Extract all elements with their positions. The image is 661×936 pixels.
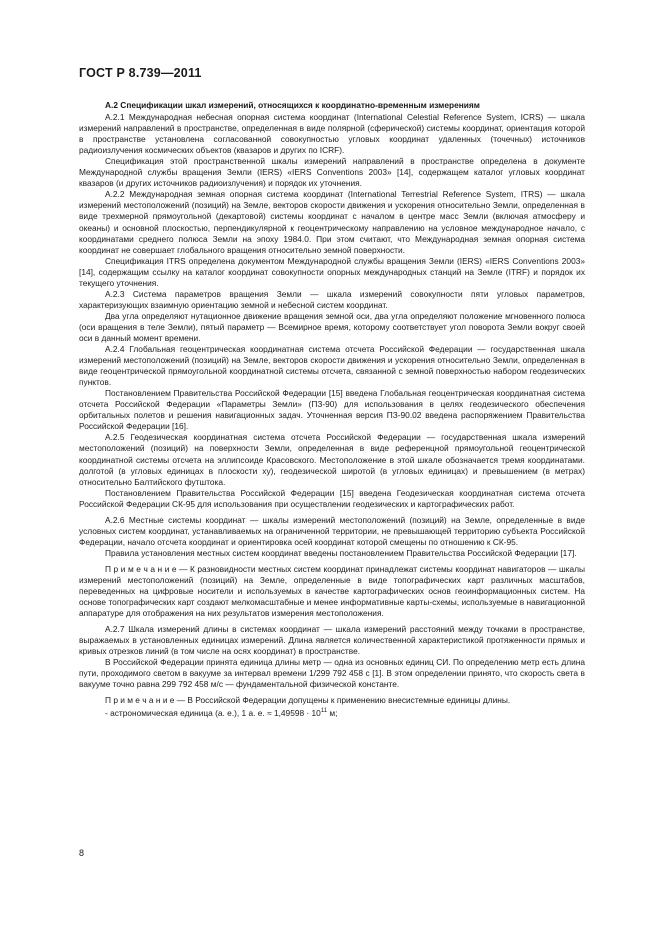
paragraph-a25: А.2.5 Геодезическая координатная система отсчета Российской Федерации — государственная шкала измерений местоположений (позиций) на поверхности Земли, определенная в виде референцной прямоугольной геоцентрической координатной системы отсчета на эллипсоиде Красовского. Местоположение в этой шкале обозначается тремя координатами. долготой (в угловых единицах в плоскости xy), геодезической широтой (в угловых единицах) и превышением (в метрах) относительно Балтийского футштока. bbox=[79, 432, 585, 487]
paragraph-a27: А.2.7 Шкала измерений длины в системах координат — шкала измерений расстояний между точками в пространстве, выражаемых в установленных единицах измерений. Длина является количественной характеристикой протяженности прямых и кривых отрезков линий (в том числе на осях координат) в пространстве. bbox=[79, 624, 585, 657]
page-number: 8 bbox=[79, 848, 85, 858]
paragraph-icrs-spec: Спецификация этой пространственной шкалы измерений направлений в пространстве определена в документе Международной службы вращения Земли (IERS) «IERS Conventions 2003» [14], содержащем каталог угловых координат квазаров (и других источников радиоизлучения) и порядок их уточнения. bbox=[79, 156, 585, 189]
document-header: ГОСТ Р 8.739—2011 bbox=[79, 66, 202, 80]
paragraph-sk95: Постановлением Правительства Российской Федерации [15] введена Геодезическая координатная система отсчета Российской Федерации СК-95 для использования при осуществлении геодезических и картографических работ. bbox=[79, 487, 585, 509]
paragraph-metre: В Российской Федерации принята единица длины метр — одна из основных единиц СИ. По определению метр есть длина пути, проходимого светом в вакууме за интервал времени 1/299 792 458 с [1]. В этом определении принято, что скорость света в вакууме точно равна 299 792 458 м/с — фундаментальной физической константе. bbox=[79, 657, 585, 690]
paragraph-a22: А.2.2 Международная земная опорная система координат (International Terrestrial Reference System, ITRS) — шкала измерений местоположений (позиций) на Земле, векторов скорости движения и ускорения относительно Земли, определенная в виде трехмерной прямоугольной (декартовой) системы координат с началом в центре масс Земли (включая атмосферу и океаны) и основной плоскостью, перпендикулярной к геоцентрическому направлению на условное международное начало, с координатами среднего полюса Земли на эпоху 1984.0. При этом считают, что Международная земная опорная система координат не совершает глобального вращения относительно земной поверхности. bbox=[79, 189, 585, 255]
paragraph-a21: А.2.1 Международная небесная опорная система координат (International Celestial Reference System, ICRS) — шкала измерений направлений в пространстве, определенная в виде полярной (сферической) системы координат, ориентация которой в пространстве установлена согласованной совокупностью угловых координат удаленных (точечных) источников радиоизлучения космических объектов (квазаров и других по ICRF). bbox=[79, 112, 585, 156]
section-title: А.2 Спецификации шкал измерений, относящихся к координатно-временным измерениям bbox=[105, 100, 480, 110]
paragraph-rotation-angles: Два угла определяют нутационное движение вращения земной оси, два угла определяют положение мгновенного полюса (оси вращения в теле Земли), пятый параметр — Всемирное время, которому соответствует угол поворота Земли вокруг своей оси в данный момент времени. bbox=[79, 310, 585, 343]
note-length-units: П р и м е ч а н и е — В Российской Федерации допущены к применению внесистемные единицы длины. bbox=[105, 695, 511, 706]
paragraph-pz90: Постановлением Правительства Российской Федерации [15] введена Глобальная геоцентрическая координатная система отсчета Российской Федерации «Параметры Земли» (ПЗ-90) для использования в целях геодезического обеспечения орбитальных полетов и решения навигационных задач. Уточненная версия ПЗ-90.02 введена распоряжением Правительства Российской Федерации [16]. bbox=[79, 388, 585, 432]
document-body bbox=[79, 100, 585, 719]
paragraph-itrs-spec: Спецификация ITRS определена документом Международной службы вращения Земли (IERS) «IERS Conventions 2003» [14], содержащим ссылку на каталог координат совокупности опорных международных станций на Земле (ITRF) и порядок их текущего уточнения. bbox=[79, 255, 585, 288]
note-navigators: П р и м е ч а н и е — К разновидности местных систем координат принадлежат системы координат навигаторов — шкалы измерений местоположений (позиций) на Земле, определенные в виде топографических карт различных масштабов, переведенных на цифровые носители и используемых в качестве картографических основ геоинформационных систем. На основе топографических карт создают мелкомасштабные и менее информативные карты-схемы, используемые в навигационной аппаратуре для отображения на них результатов измерения местоположения. bbox=[79, 563, 585, 619]
paragraph-local-rules: Правила установления местных систем координат введены постановлением Правительства Российской Федерации [17]. bbox=[105, 547, 577, 558]
list-item-au-unit: м; bbox=[327, 708, 338, 719]
list-item-au bbox=[79, 706, 585, 719]
paragraph-a23: А.2.3 Система параметров вращения Земли — шкала измерений совокупности пяти угловых параметров, характеризующих взаимную ориентацию земной и небесной систем координат. bbox=[79, 288, 585, 310]
paragraph-a24: А.2.4 Глобальная геоцентрическая координатная система отсчета Российской Федерации — государственная шкала измерений местоположений (позиций) на Земле, векторов скорости движения и ускорения относительно Земли, определенная в виде геоцентрической прямоугольной координатной системы отсчета, связанной с земной поверхностью набором геодезических пунктов. bbox=[79, 344, 585, 388]
list-item-au-exponent: 11 bbox=[320, 708, 328, 715]
paragraph-a26: А.2.6 Местные системы координат — шкалы измерений местоположений (позиций) на Земле, определенные в виде условных систем координат, устанавливаемых на ограниченной территории, не превышающей территорию субъекта Российской Федерации, начало отсчета координат и ориентировка осей координат которой смещены по отношению к СК-95. bbox=[79, 514, 585, 547]
list-item-au-text: - астрономическая единица (а. е.), 1 а. е. ≈ 1,49598 · 10 bbox=[105, 708, 321, 719]
